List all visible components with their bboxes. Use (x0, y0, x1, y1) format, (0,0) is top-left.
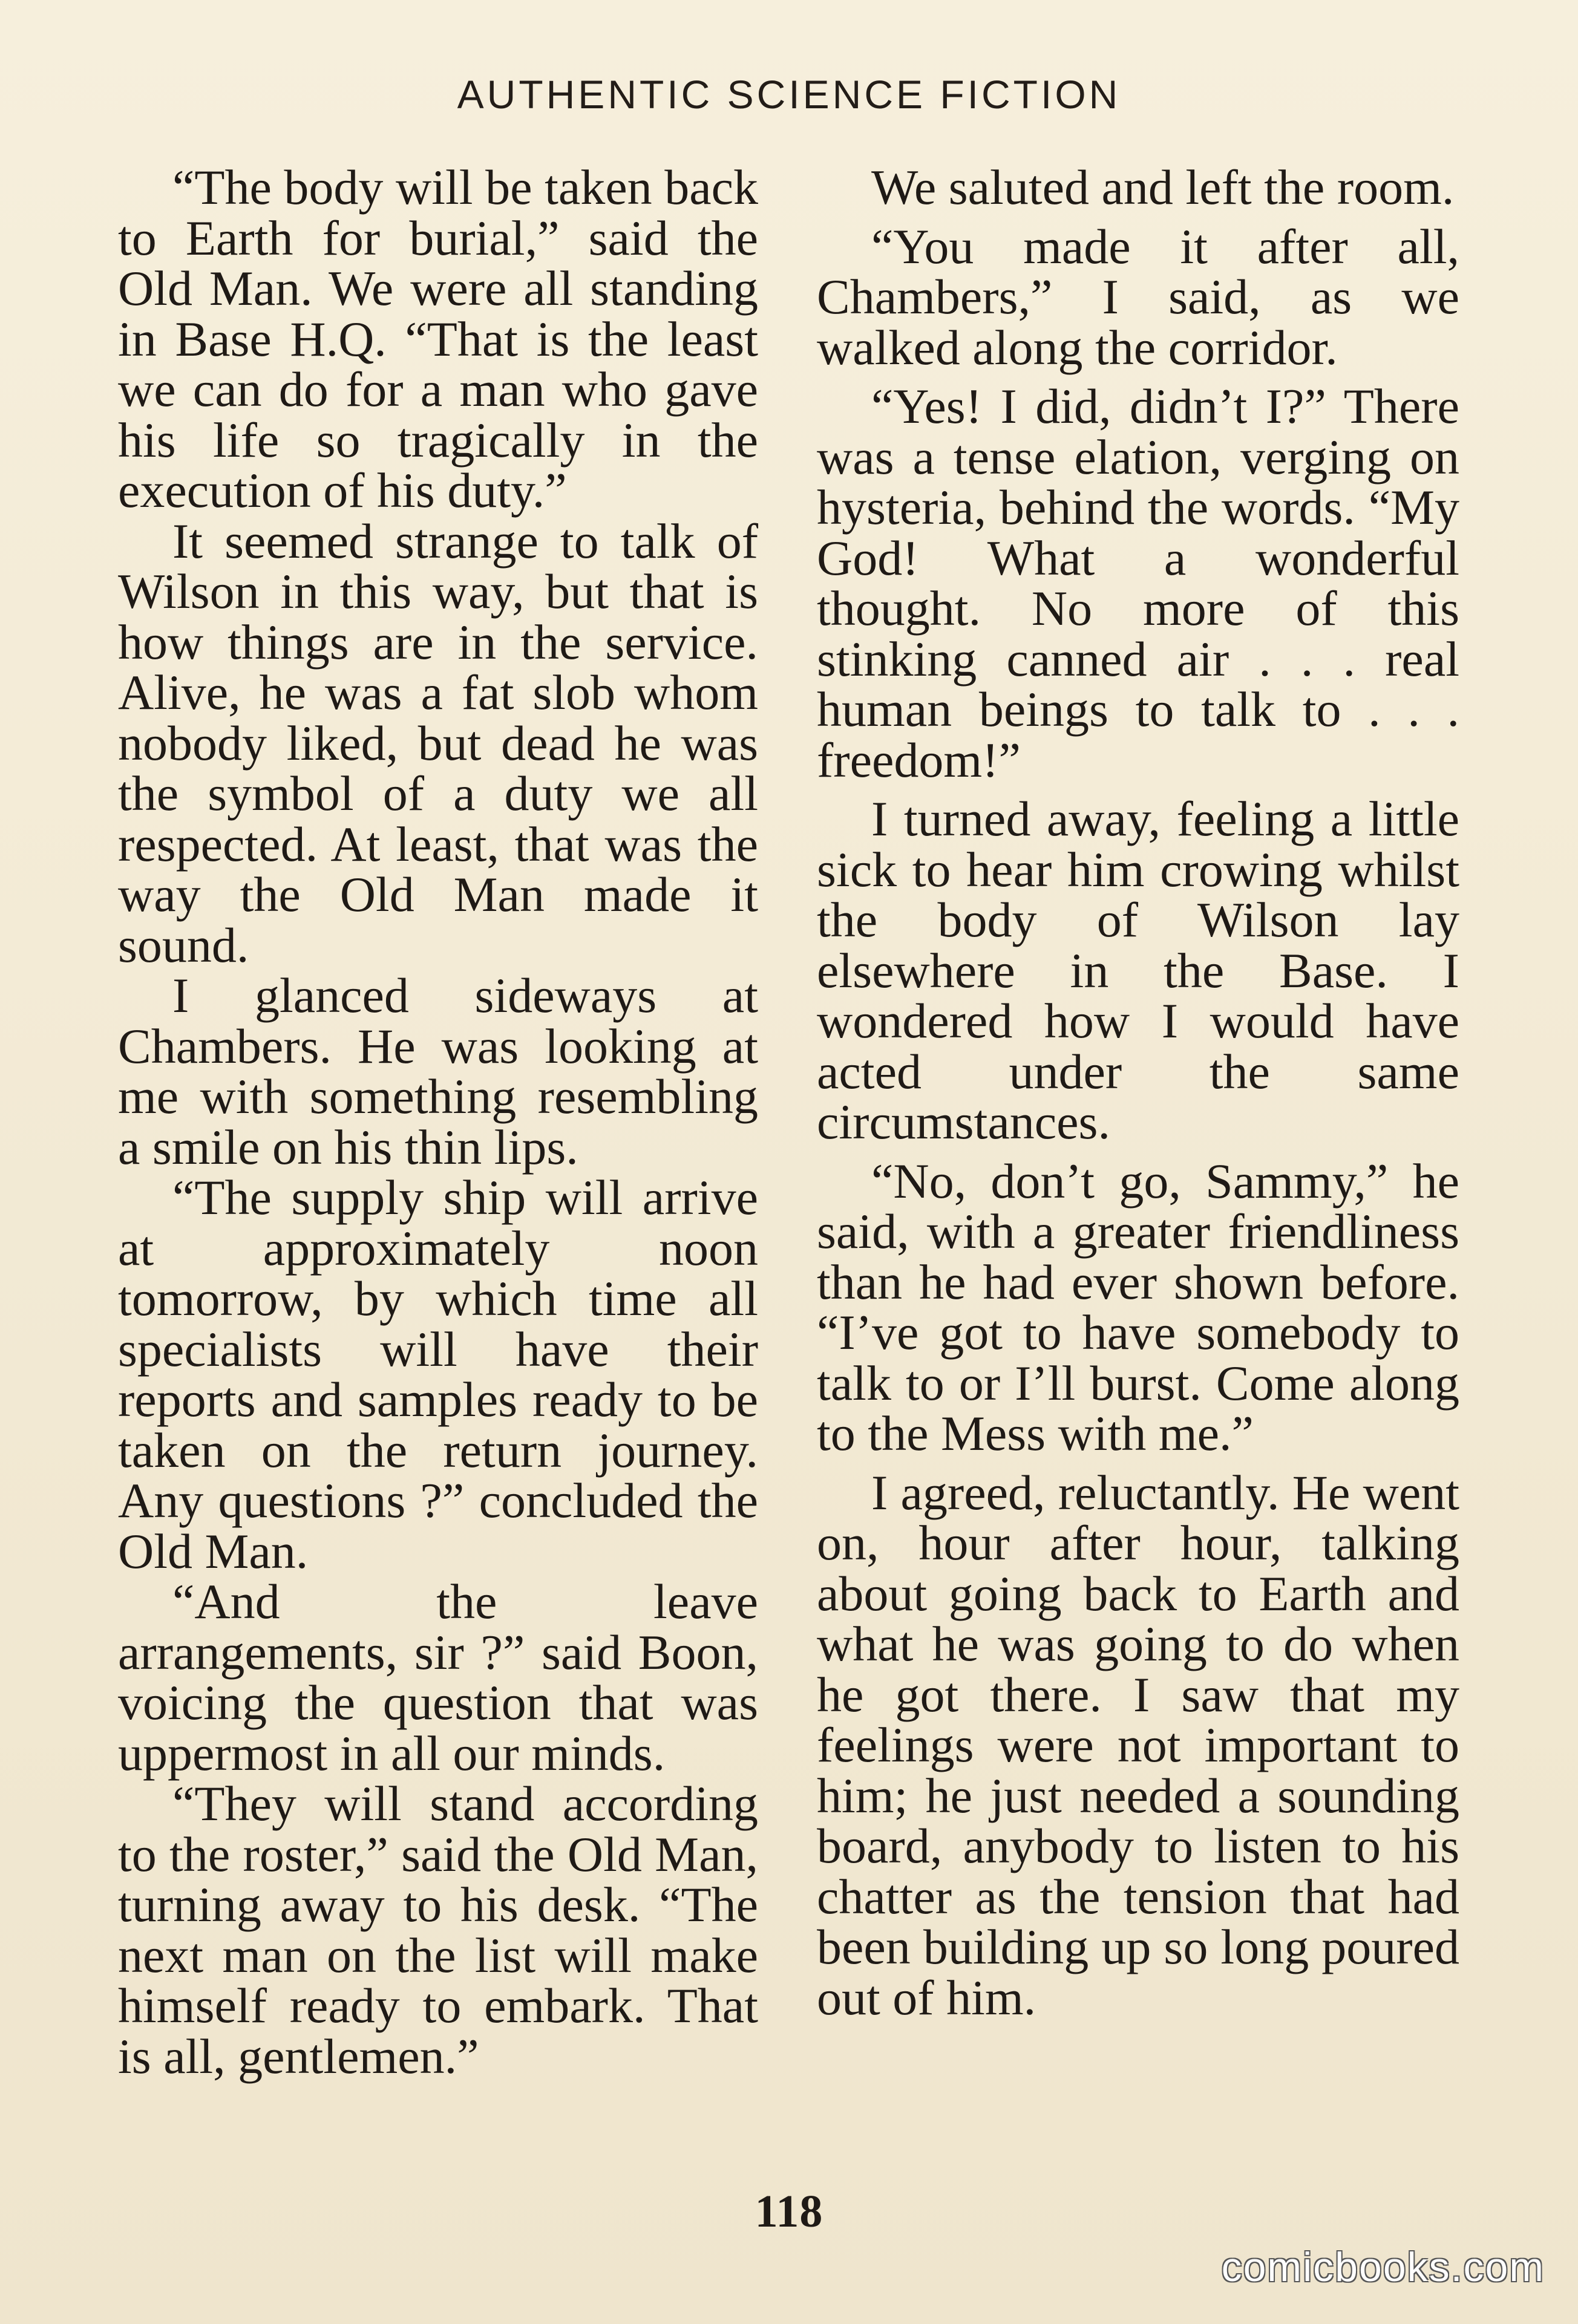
left-text-column (118, 160, 758, 2084)
site-watermark: comicbooks.com (1221, 2244, 1545, 2290)
right-text-column (817, 162, 1459, 2023)
running-header: AUTHENTIC SCIENCE FICTION (457, 72, 1121, 117)
left-paragraph: “The supply ship will arrive at approximately noon tomorrow, by which time all specialists will have their reports and samples ready to be taken on the return journey. Any questions ?” concluded the Old Man. (118, 1170, 758, 1579)
right-paragraph: I turned away, feeling a little sick to hear him crowing whilst the body of Wilson lay elsewhere in the Base. I wondered how I would have acted under the same circumstances. (817, 791, 1459, 1149)
right-paragraph: We saluted and left the room. (871, 160, 1455, 215)
right-paragraph: “Yes! I did, didn’t I?” There was a tense elation, verging on hysteria, behind the words. “My God! What a wonderful thought. No more of this stinking canned air . . . real human beings to talk to . . . freedom!” (817, 379, 1459, 788)
right-paragraph: “No, don’t go, Sammy,” he said, with a greater friendliness than he had ever shown before. “I’ve got to have somebody to talk to or I’ll burst. Come along to the Mess with me.” (817, 1153, 1459, 1461)
left-paragraph: I glanced sideways at Chambers. He was looking at me with something resembling a smile on his thin lips. (118, 968, 758, 1175)
page-number: 118 (755, 2186, 823, 2237)
right-paragraph: “You made it after all, Chambers,” I said, as we walked along the corridor. (817, 218, 1459, 375)
right-paragraph: I agreed, reluctantly. He went on, hour after hour, talking about going back to Earth and what he was going to do when he got there. I saw that my feelings were not important to him; he just needed a sounding board, anybody to listen to his chatter as the tension that had been building up so long poured out of him. (817, 1464, 1459, 2025)
left-paragraph: “They will stand according to the roster,” said the Old Man, turning away to his desk. “The next man on the list will make himself ready to embark. That is all, gentlemen.” (118, 1776, 758, 2084)
left-paragraph: It seemed strange to talk of Wilson in this way, but that is how things are in the service. Alive, he was a fat slob whom nobody liked, but dead he was the symbol of a duty we all respected. At least, that was the way the Old Man made it sound. (118, 513, 758, 973)
left-paragraph: “And the leave arrangements, sir ?” said Boon, voicing the question that was uppermost in all our minds. (118, 1574, 758, 1781)
left-paragraph: “The body will be taken back to Earth for burial,” said the Old Man. We were all standing in Base H.Q. “That is the least we can do for a man who gave his life so tragically in the execution of his duty.” (118, 160, 758, 518)
